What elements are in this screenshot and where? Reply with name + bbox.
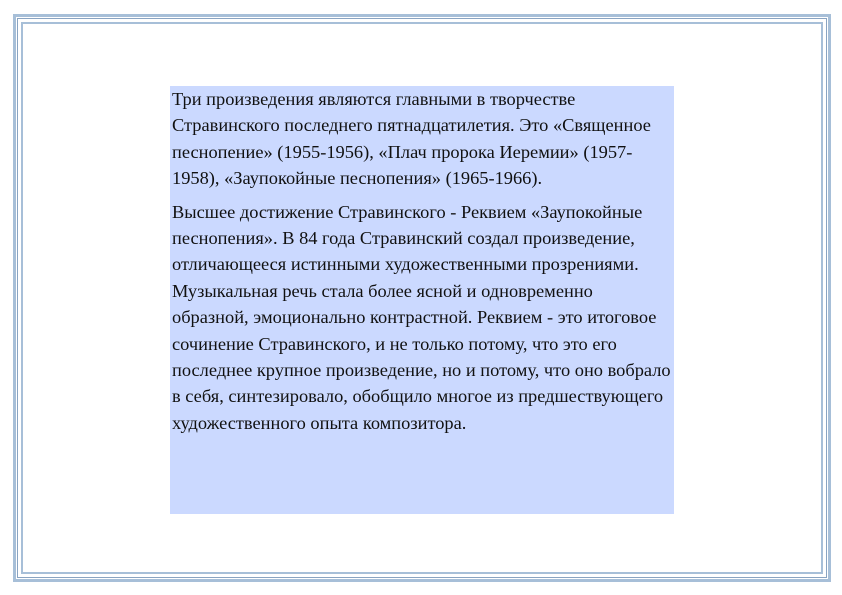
text-block (170, 86, 674, 514)
paragraph-intro: Три произведения являются главными в творчестве Стравинского последнего пятнадцатилетия. Это «Священное песнопение» (1955-1956), «Плач пророка Иеремии» (1957-1958), «Заупокойные песнопения» (1965-1966). (172, 89, 651, 189)
paragraph-requiem: Высшее достижение Стравинского - Реквием «Заупокойные песнопения». В 84 года Стравинский создал произведение, отличающееся истинными художественными прозрениями. Музыкальная речь стала более ясной и одновременно образной, эмоционально контрастной. Реквием - это итоговое сочинение Стравинского, и не только потому, что это его последнее крупное произведение, но и потому, что оно вобрало в себя, синтезировало, обобщило многое из предшествующего художественного опыта композитора. (172, 201, 671, 433)
